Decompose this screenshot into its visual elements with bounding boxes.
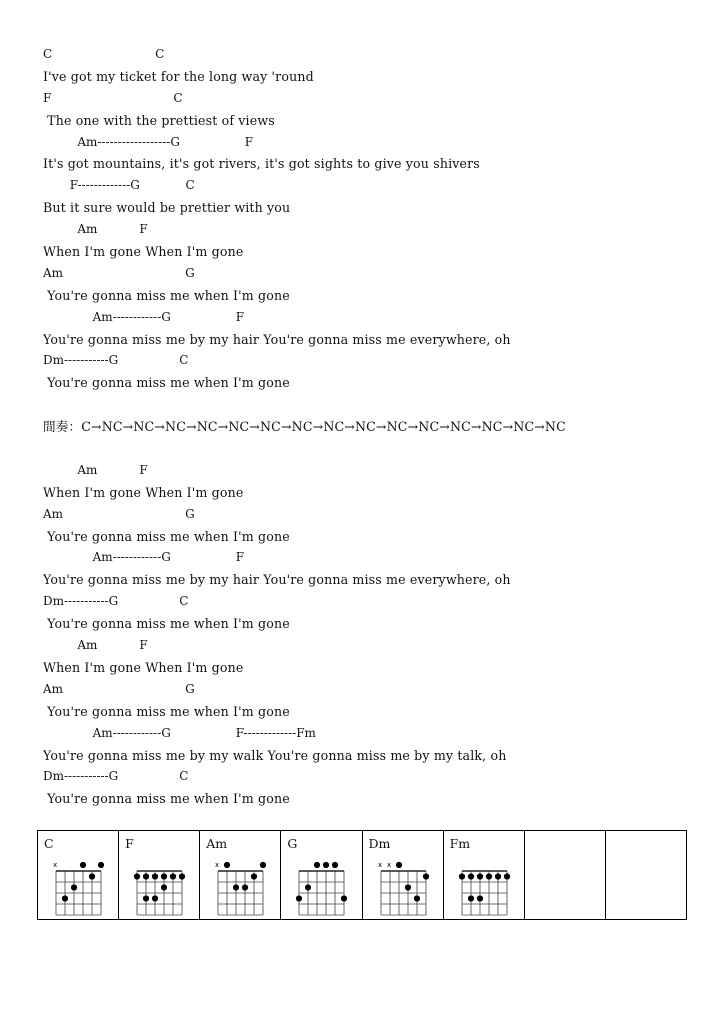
finger-dot	[161, 884, 167, 890]
chord-chart-table	[37, 830, 687, 920]
lyric-line: You're gonna miss me by my walk You're gonna miss me by my talk, oh	[43, 747, 507, 763]
chord-diagram	[48, 857, 118, 919]
open-string-dot	[332, 862, 338, 868]
chord-diagram	[210, 857, 280, 919]
song-sheet	[43, 44, 683, 810]
finger-dot	[134, 873, 140, 879]
finger-dot	[404, 884, 410, 890]
chord-name: C	[44, 836, 54, 851]
lyric-line: You're gonna miss me when I'm gone	[43, 616, 290, 632]
finger-dot	[161, 873, 167, 879]
interlude-line: 間奏：C→NC→NC→NC→NC→NC→NC→NC→NC→NC→NC→NC→NC→NC→NC→NC	[43, 419, 566, 435]
chord-line: Am G	[43, 506, 195, 521]
chord-line: Am------------G F-------------Fm	[43, 725, 316, 740]
finger-dot	[242, 884, 248, 890]
lyric-line: You're gonna miss me when I'm gone	[43, 791, 290, 807]
chord-name: Am	[206, 836, 228, 851]
finger-dot	[152, 873, 158, 879]
muted-string-icon: x	[215, 861, 220, 869]
chord-line: Am------------G F	[43, 309, 245, 324]
finger-dot	[233, 884, 239, 890]
open-string-dot	[98, 862, 104, 868]
lyric-line: You're gonna miss me when I'm gone	[43, 528, 290, 544]
chord-cell	[605, 831, 686, 920]
lyric-line: When I'm gone When I'm gone	[43, 659, 244, 675]
chord-line: Am G	[43, 265, 195, 280]
blank-line	[43, 438, 683, 460]
lyric-line: When I'm gone When I'm gone	[43, 244, 244, 260]
lyric-line: You're gonna miss me when I'm gone	[43, 703, 290, 719]
open-string-dot	[323, 862, 329, 868]
chord-name: G	[287, 836, 298, 851]
blank-line	[43, 394, 683, 416]
chord-cell	[281, 831, 362, 920]
open-string-dot	[314, 862, 320, 868]
chord-line: F-------------G C	[43, 178, 195, 193]
finger-dot	[152, 895, 158, 901]
lyric-line: When I'm gone When I'm gone	[43, 484, 244, 500]
lyric-line: You're gonna miss me by my hair You're gonna miss me everywhere, oh	[43, 572, 511, 588]
muted-string-icon: x	[377, 861, 382, 869]
finger-dot	[413, 895, 419, 901]
chord-name: Dm	[368, 836, 391, 851]
chord-line: Am F	[43, 222, 148, 237]
chord-diagram	[129, 857, 199, 919]
finger-dot	[305, 884, 311, 890]
chord-line: Am F	[43, 462, 148, 477]
open-string-dot	[260, 862, 266, 868]
chord-line: Am------------G F	[43, 550, 245, 565]
chord-line: Dm-----------G C	[43, 769, 189, 784]
finger-dot	[170, 873, 176, 879]
chord-cell	[362, 831, 443, 920]
chord-diagram	[454, 857, 524, 919]
chord-diagram	[291, 857, 361, 919]
chord-line: Am G	[43, 681, 195, 696]
chord-diagram	[373, 857, 443, 919]
open-string-dot	[224, 862, 230, 868]
chord-cell	[200, 831, 281, 920]
chord-name: Fm	[449, 836, 471, 851]
muted-string-icon: x	[386, 861, 391, 869]
lyric-line: You're gonna miss me when I'm gone	[43, 375, 290, 391]
finger-dot	[459, 873, 465, 879]
chord-cell	[38, 831, 119, 920]
lyric-line: The one with the prettiest of views	[43, 112, 275, 128]
chord-chart-row	[38, 831, 687, 920]
finger-dot	[495, 873, 501, 879]
finger-dot	[422, 873, 428, 879]
lyric-line: I've got my ticket for the long way 'round	[43, 68, 314, 84]
chord-name: F	[125, 836, 134, 851]
finger-dot	[89, 873, 95, 879]
chord-line: Am F	[43, 638, 148, 653]
finger-dot	[179, 873, 185, 879]
lyric-line: You're gonna miss me when I'm gone	[43, 287, 290, 303]
chord-cell	[524, 831, 605, 920]
finger-dot	[251, 873, 257, 879]
finger-dot	[71, 884, 77, 890]
chord-line: F C	[43, 90, 183, 105]
chord-line: Dm-----------G C	[43, 594, 189, 609]
lyric-line: It's got mountains, it's got rivers, it's got sights to give you shivers	[43, 156, 480, 172]
open-string-dot	[80, 862, 86, 868]
finger-dot	[296, 895, 302, 901]
chord-cell	[443, 831, 524, 920]
finger-dot	[143, 873, 149, 879]
lyric-line: You're gonna miss me by my hair You're gonna miss me everywhere, oh	[43, 331, 511, 347]
finger-dot	[341, 895, 347, 901]
finger-dot	[468, 873, 474, 879]
chord-line: Dm-----------G C	[43, 353, 189, 368]
chord-line: C C	[43, 47, 165, 61]
finger-dot	[477, 895, 483, 901]
finger-dot	[504, 873, 510, 879]
finger-dot	[486, 873, 492, 879]
finger-dot	[477, 873, 483, 879]
muted-string-icon: x	[53, 861, 58, 869]
lyric-line: But it sure would be prettier with you	[43, 200, 291, 216]
open-string-dot	[395, 862, 401, 868]
chord-line: Am------------------G F	[43, 134, 254, 149]
finger-dot	[62, 895, 68, 901]
chord-cell	[119, 831, 200, 920]
finger-dot	[143, 895, 149, 901]
finger-dot	[468, 895, 474, 901]
